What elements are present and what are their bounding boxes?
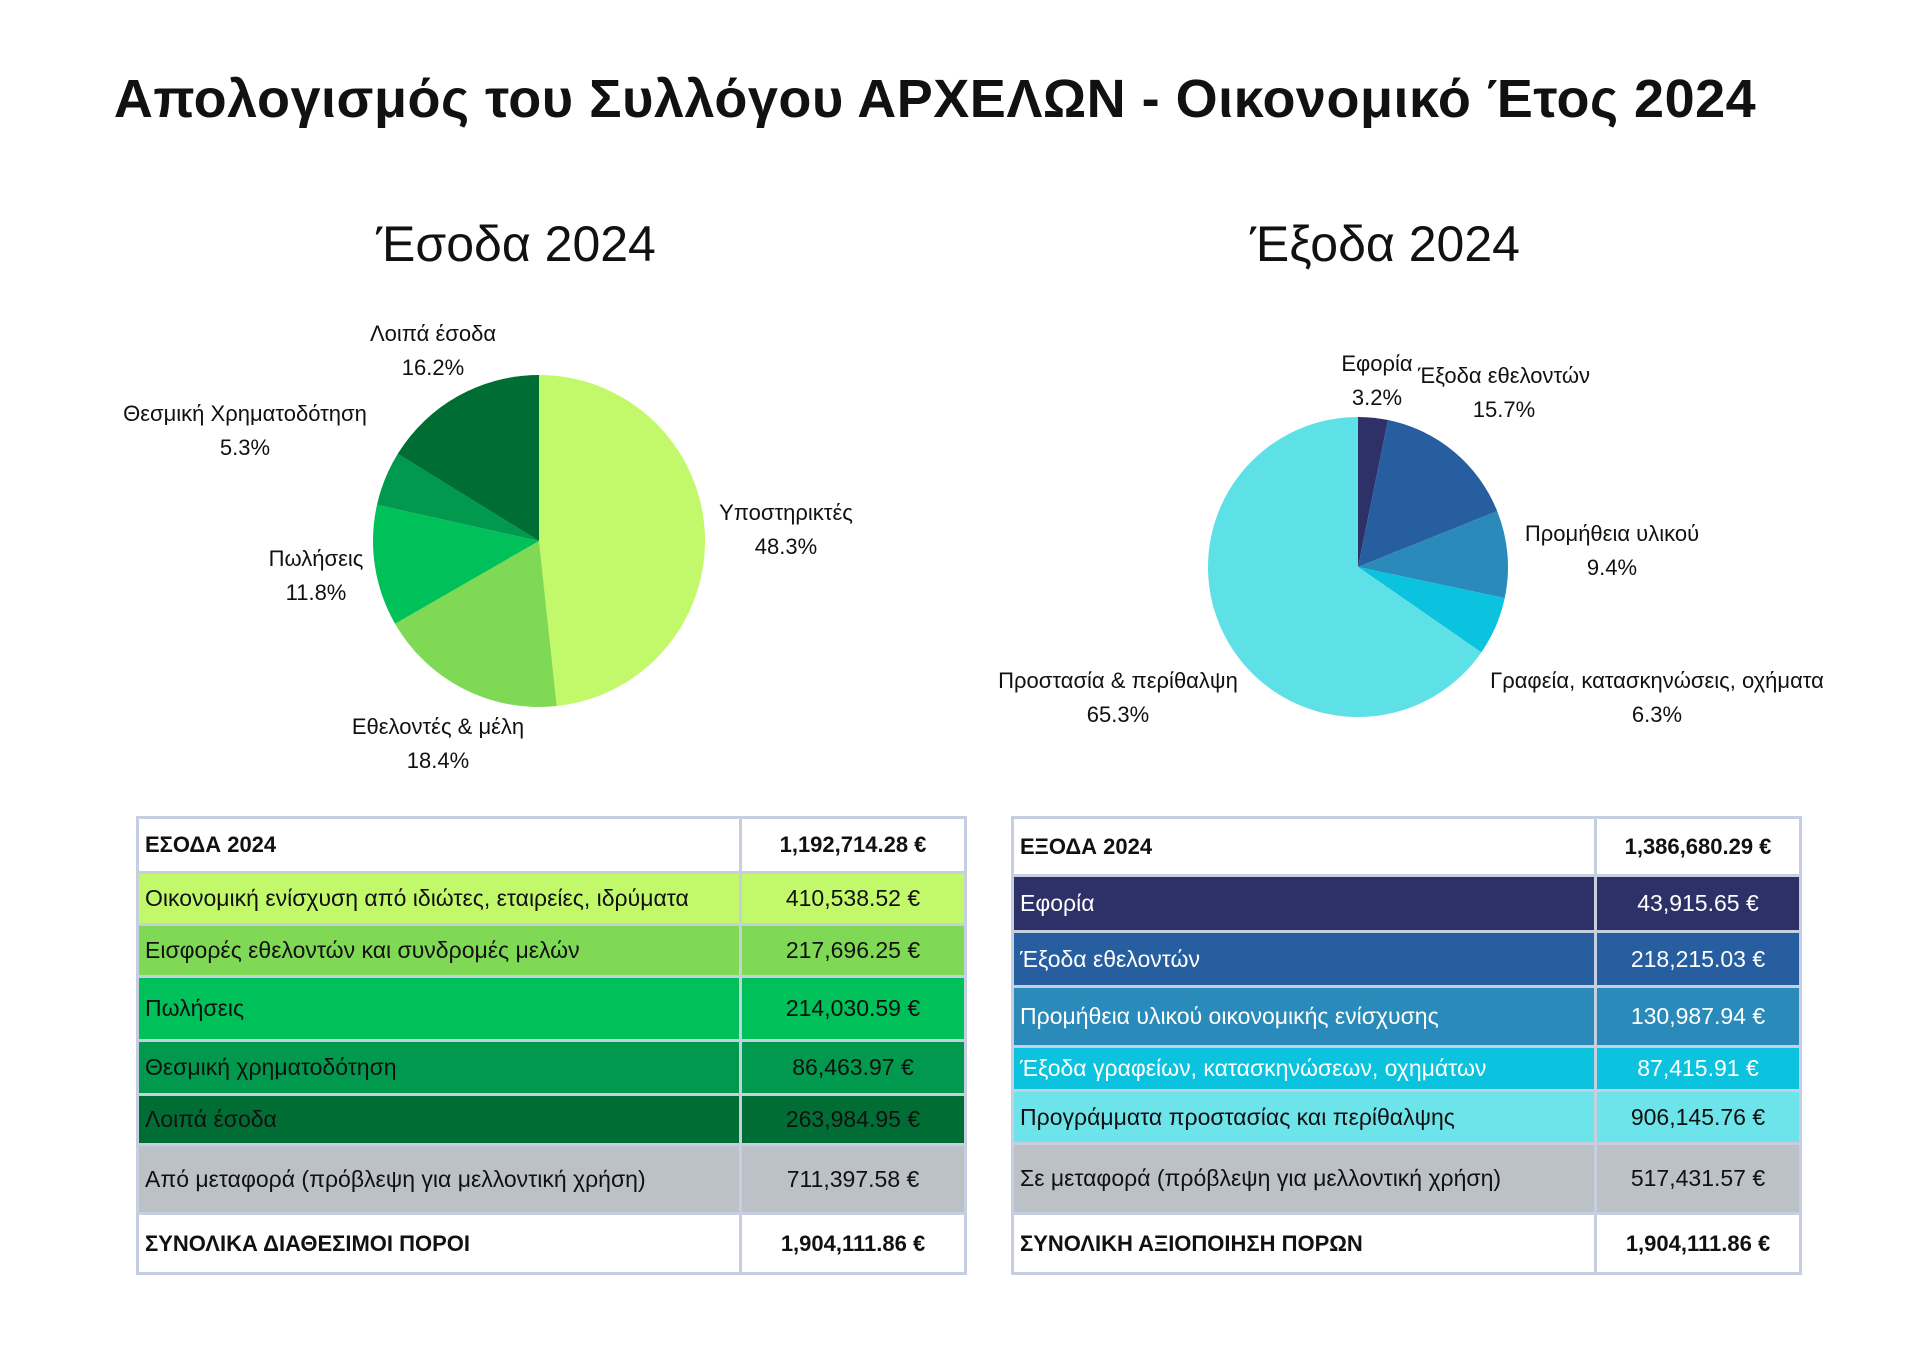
slice-percent-1: 15.7% (1472, 397, 1536, 422)
income-row-label: Από μεταφορά (πρόβλεψη για μελλοντική χρήση) (138, 1145, 741, 1214)
expense-row-amount: 43,915.65 € (1596, 876, 1801, 932)
slice-percent-4: 65.3% (1086, 702, 1150, 727)
expense-row-amount: 130,987.94 € (1596, 987, 1801, 1047)
slice-label-3: Θεσμική Χρηματοδότηση (123, 401, 367, 426)
expense-header-label: ΕΞΟΔΑ 2024 (1013, 818, 1596, 876)
expense-table-header-row (1013, 818, 1801, 876)
slice-percent-0: 3.2% (1351, 385, 1403, 410)
table-row (1013, 1144, 1801, 1214)
expense-row-label: Έξοδα γραφείων, κατασκηνώσεων, οχημάτων (1013, 1047, 1596, 1091)
slice-label-1: Εθελοντές & μέλη (351, 714, 525, 739)
income-table-header-row (138, 818, 966, 873)
slice-percent-0: 48.3% (754, 534, 818, 559)
expense-total-label: ΣΥΝΟΛΙΚΗ ΑΞΙΟΠΟΙΗΣΗ ΠΟΡΩΝ (1013, 1214, 1596, 1274)
income-row-label: Οικονομική ενίσχυση από ιδιώτες, εταιρείες, ιδρύματα (138, 873, 741, 925)
slice-percent-3: 5.3% (219, 435, 271, 460)
table-row (138, 1095, 966, 1145)
expense-row-label: Εφορία (1013, 876, 1596, 932)
income-row-label: Εισφορές εθελοντών και συνδρομές μελών (138, 925, 741, 977)
table-row (138, 1041, 966, 1095)
table-row (1013, 932, 1801, 987)
slice-percent-2: 9.4% (1586, 555, 1638, 580)
slice-label-2: Προμήθεια υλικού (1524, 521, 1700, 546)
slice-percent-3: 6.3% (1631, 702, 1683, 727)
income-total-label: ΣΥΝΟΛΙΚΑ ΔΙΑΘΕΣΙΜΟΙ ΠΟΡΟΙ (138, 1214, 741, 1274)
income-row-label: Λοιπά έσοδα (138, 1095, 741, 1145)
income-header-label: ΕΣΟΔΑ 2024 (138, 818, 741, 873)
income-row-amount: 711,397.58 € (741, 1145, 966, 1214)
income-row-amount: 217,696.25 € (741, 925, 966, 977)
expense-row-amount: 517,431.57 € (1596, 1144, 1801, 1214)
table-row (1013, 1091, 1801, 1144)
slice-label-4: Προστασία & περίθαλψη (998, 668, 1238, 693)
expense-row-label: Σε μεταφορά (πρόβλεψη για μελλοντική χρήση) (1013, 1144, 1596, 1214)
slice-label-1: Έξοδα εθελοντών (1417, 363, 1591, 388)
income-table (136, 816, 967, 1275)
table-row (138, 925, 966, 977)
income-total-amount: 1,904,111.86 € (741, 1214, 966, 1274)
table-row (138, 1145, 966, 1214)
slice-label-3: Γραφεία, κατασκηνώσεις, οχήματα (1490, 668, 1824, 693)
income-row-amount: 214,030.59 € (741, 977, 966, 1041)
table-row (1013, 1047, 1801, 1091)
income-row-amount: 263,984.95 € (741, 1095, 966, 1145)
slice-percent-4: 16.2% (401, 355, 465, 380)
expense-row-amount: 87,415.91 € (1596, 1047, 1801, 1091)
slice-percent-2: 11.8% (285, 580, 347, 605)
expense-row-label: Έξοδα εθελοντών (1013, 932, 1596, 987)
income-row-label: Θεσμική χρηματοδότηση (138, 1041, 741, 1095)
expense-row-amount: 906,145.76 € (1596, 1091, 1801, 1144)
expense-total-amount: 1,904,111.86 € (1596, 1214, 1801, 1274)
table-row (1013, 876, 1801, 932)
slice-percent-1: 18.4% (406, 748, 470, 773)
expense-table (1011, 816, 1802, 1275)
income-header-amount: 1,192,714.28 € (741, 818, 966, 873)
expense-table-total-row (1013, 1214, 1801, 1274)
slice-label-0: Υποστηρικτές (719, 500, 853, 525)
table-row (1013, 987, 1801, 1047)
slice-label-2: Πωλήσεις (268, 546, 364, 571)
expense-row-label: Προγράμματα προστασίας και περίθαλψης (1013, 1091, 1596, 1144)
income-row-amount: 410,538.52 € (741, 873, 966, 925)
income-row-label: Πωλήσεις (138, 977, 741, 1041)
slice-label-4: Λοιπά έσοδα (369, 321, 497, 346)
income-table-total-row (138, 1214, 966, 1274)
table-row (138, 873, 966, 925)
income-row-amount: 86,463.97 € (741, 1041, 966, 1095)
income-chart-title: Έσοδα 2024 (376, 216, 656, 272)
slice-label-0: Εφορία (1341, 351, 1413, 376)
expense-row-label: Προμήθεια υλικού οικονομικής ενίσχυσης (1013, 987, 1596, 1047)
expense-row-amount: 218,215.03 € (1596, 932, 1801, 987)
expense-header-amount: 1,386,680.29 € (1596, 818, 1801, 876)
expense-chart-title: Έξοδα 2024 (1250, 216, 1520, 272)
page-title: Απολογισμός του Συλλόγου ΑΡΧΕΛΩΝ - Οικονομικό Έτος 2024 (113, 69, 1757, 129)
table-row (138, 977, 966, 1041)
